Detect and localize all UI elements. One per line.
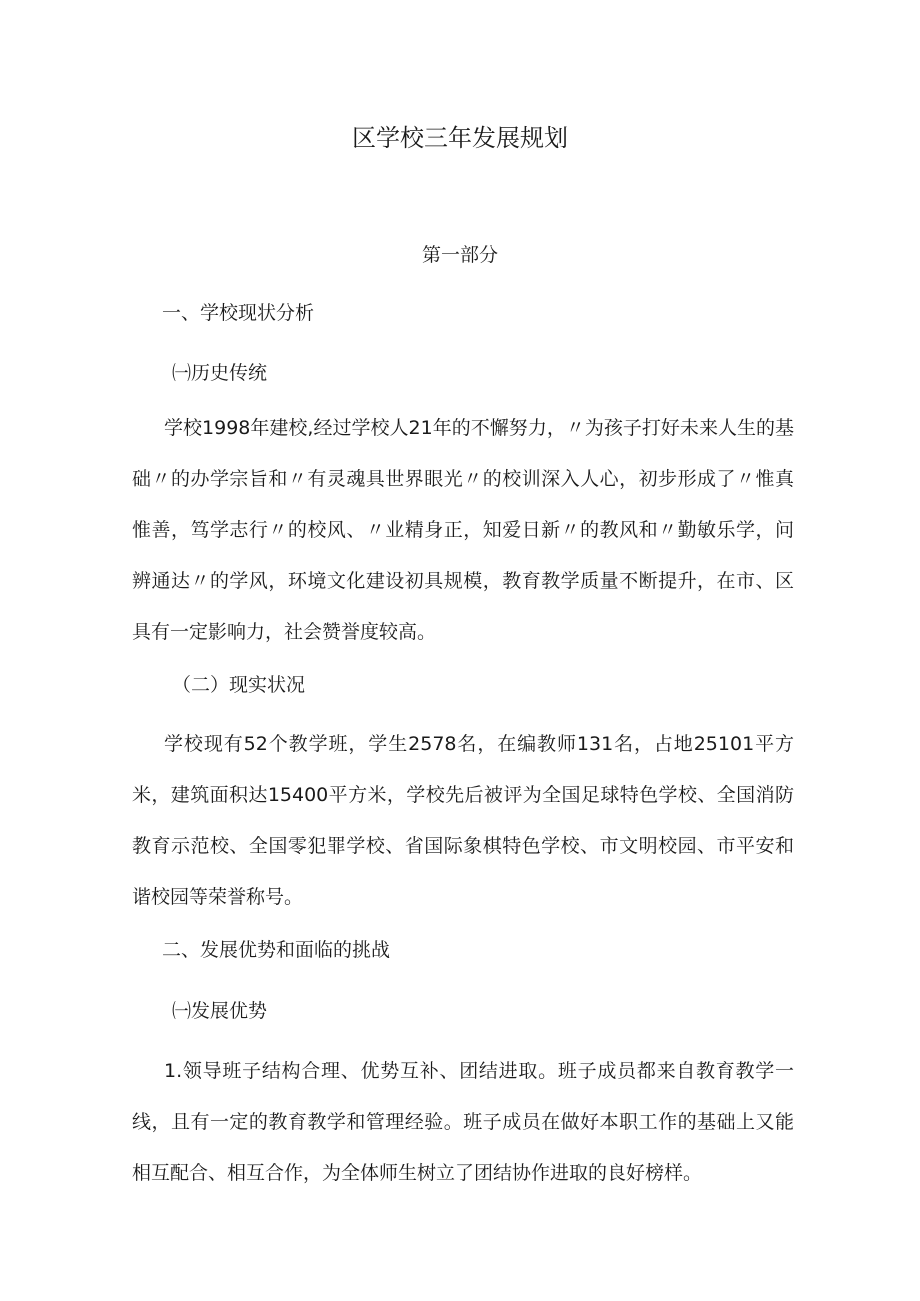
section-heading-status: 一、学校现状分析 — [162, 302, 315, 324]
part-heading: 第一部分 — [421, 244, 498, 266]
paragraph-advantage-1: 1.领导班子结构合理、优势互补、团结进取。班子成员都来自教育教学一线，且有一定的教育教学和管理经验。班子成员在做好本职工作的基础上又能相互配合、相互合作，为全体师生树立了团结协作进取的良好榜样。 — [132, 1060, 794, 1184]
subsection-heading-current: （二）现实状况 — [172, 674, 306, 696]
section-heading-advantages: 二、发展优势和面临的挑战 — [162, 939, 391, 961]
document-title: 区学校三年发展规划 — [352, 124, 568, 152]
subsection-heading-advantages: ㈠发展优势 — [172, 1000, 268, 1022]
subsection-heading-history: ㈠历史传统 — [172, 362, 268, 384]
paragraph-current: 学校现有52个教学班，学生2578名，在编教师131名，占地25101平方米，建筑面积达15400平方米，学校先后被评为全国足球特色学校、全国消防教育示范校、全国零犯罪学校、省国际象棋特色学校、市文明校园、市平安和谐校园等荣誉称号。 — [132, 733, 794, 908]
paragraph-history: 学校1998年建校,经过学校人21年的不懈努力，〃为孩子打好未来人生的基础〃的办学宗旨和〃有灵魂具世界眼光〃的校训深入人心，初步形成了〃惟真惟善，笃学志行〃的校风、〃业精身正，知爱日新〃的教风和〃勤敏乐学，问辨通达〃的学风，环境文化建设初具规模，教育教学质量不断提升，在市、区具有一定影响力，社会赞誉度较高。 — [132, 417, 794, 643]
